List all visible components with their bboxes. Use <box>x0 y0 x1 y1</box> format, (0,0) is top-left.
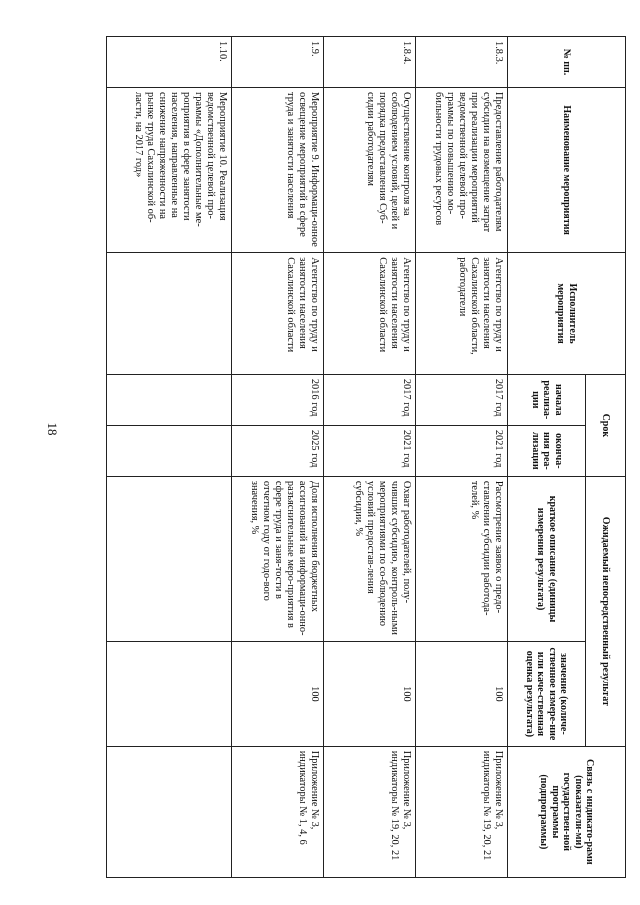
header-link: Связь с индикато-рами (показатели-ми) государствен-ной программы (подпрограммы) <box>508 746 626 877</box>
header-name: Наименование мероприятия <box>508 88 626 253</box>
cell-executor: Агентство по труду и занятости населения Сахалинской области <box>232 253 324 375</box>
page-number: 18 <box>45 422 60 436</box>
cell-value: 100 <box>232 642 324 747</box>
header-row-1 <box>586 37 626 878</box>
cell-name: Предоставление работодателям субсидии на возмещение затрат при реализации мероприятий ведомственной целевой про-граммы по повышению мо-бильности трудовых ресурсов <box>416 88 508 253</box>
cell-desc: Доля исполнения бюджетных ассигнований на информаци-онно-разъяснительные меро-приятия в сфере труда и заня-тости в отчетном году от годо-вого значения, % <box>232 476 324 641</box>
header-expected-desc: краткое описание (единицы измерения результата) <box>508 476 586 641</box>
cell-desc: Рассмотрение заявок о предо-ставлении субсидии работода-телей, % <box>416 476 508 641</box>
cell-end: 2021 год <box>324 425 416 476</box>
cell-name: Мероприятие 9. Информаци-онное освещение мероприятий в сфере труда и занятости населения <box>232 88 324 253</box>
cell-num: 1.9. <box>232 37 324 88</box>
cell-executor: Агентство по труду и занятости населения Сахалинской области, работодатели <box>416 253 508 375</box>
cell-start: 2017 год <box>416 374 508 425</box>
header-expected: Ожидаемый непосредственный результат <box>586 476 626 746</box>
cell-end <box>107 425 232 476</box>
cell-desc: Охват работодателей, полу-чивших субсидию, контроль-ными мероприятиями по со-блюдению условий предостав-ления субсидии, % <box>324 476 416 641</box>
header-executor: Исполнитель мероприятия <box>508 253 626 375</box>
header-term-start: начала реализа-ции <box>508 374 586 425</box>
cell-value: 100 <box>416 642 508 747</box>
cell-name: Мероприятие 10. Реализация ведомственной целевой про-граммы «Дополнительные ме-роприятия в сфере занятости населения, направленные на снижение напряженности на рынке труда Сахалинской об-ласти, на 2017 год» <box>107 88 232 253</box>
cell-num: 1.10. <box>107 37 232 88</box>
cell-start: 2017 год <box>324 374 416 425</box>
cell-start <box>107 374 232 425</box>
measures-table <box>106 36 626 878</box>
cell-executor: Агентство по труду и занятости населения Сахалинской области <box>324 253 416 375</box>
table-row <box>324 37 416 878</box>
header-num: № пп. <box>508 37 626 88</box>
cell-end: 2021 год <box>416 425 508 476</box>
cell-link: Приложение № 3, индикаторы № 1, 4, 6 <box>232 746 324 877</box>
table-row <box>416 37 508 878</box>
cell-desc <box>107 476 232 641</box>
cell-name: Осуществление контроля за соблюдением условий, целей и порядка предоставления Суб-сидии работодателям <box>324 88 416 253</box>
header-term-end: оконча-ния реа-лизации <box>508 425 586 476</box>
cell-executor <box>107 253 232 375</box>
cell-num: 1.8.4. <box>324 37 416 88</box>
rotated-page-content <box>106 36 626 878</box>
header-expected-value: значение (количе-ственное измере-ние или каче-ственная оценка результата) <box>508 642 586 747</box>
cell-value: 100 <box>324 642 416 747</box>
cell-link <box>107 746 232 877</box>
table-row <box>107 37 232 878</box>
cell-link: Приложение № 3, индикаторы № 19, 20, 21 <box>324 746 416 877</box>
table-row <box>232 37 324 878</box>
header-term: Срок <box>586 374 626 476</box>
cell-end: 2025 год <box>232 425 324 476</box>
cell-link: Приложение № 3, индикаторы № 19, 20, 21 <box>416 746 508 877</box>
cell-value <box>107 642 232 747</box>
cell-num: 1.8.3. <box>416 37 508 88</box>
cell-start: 2016 год <box>232 374 324 425</box>
